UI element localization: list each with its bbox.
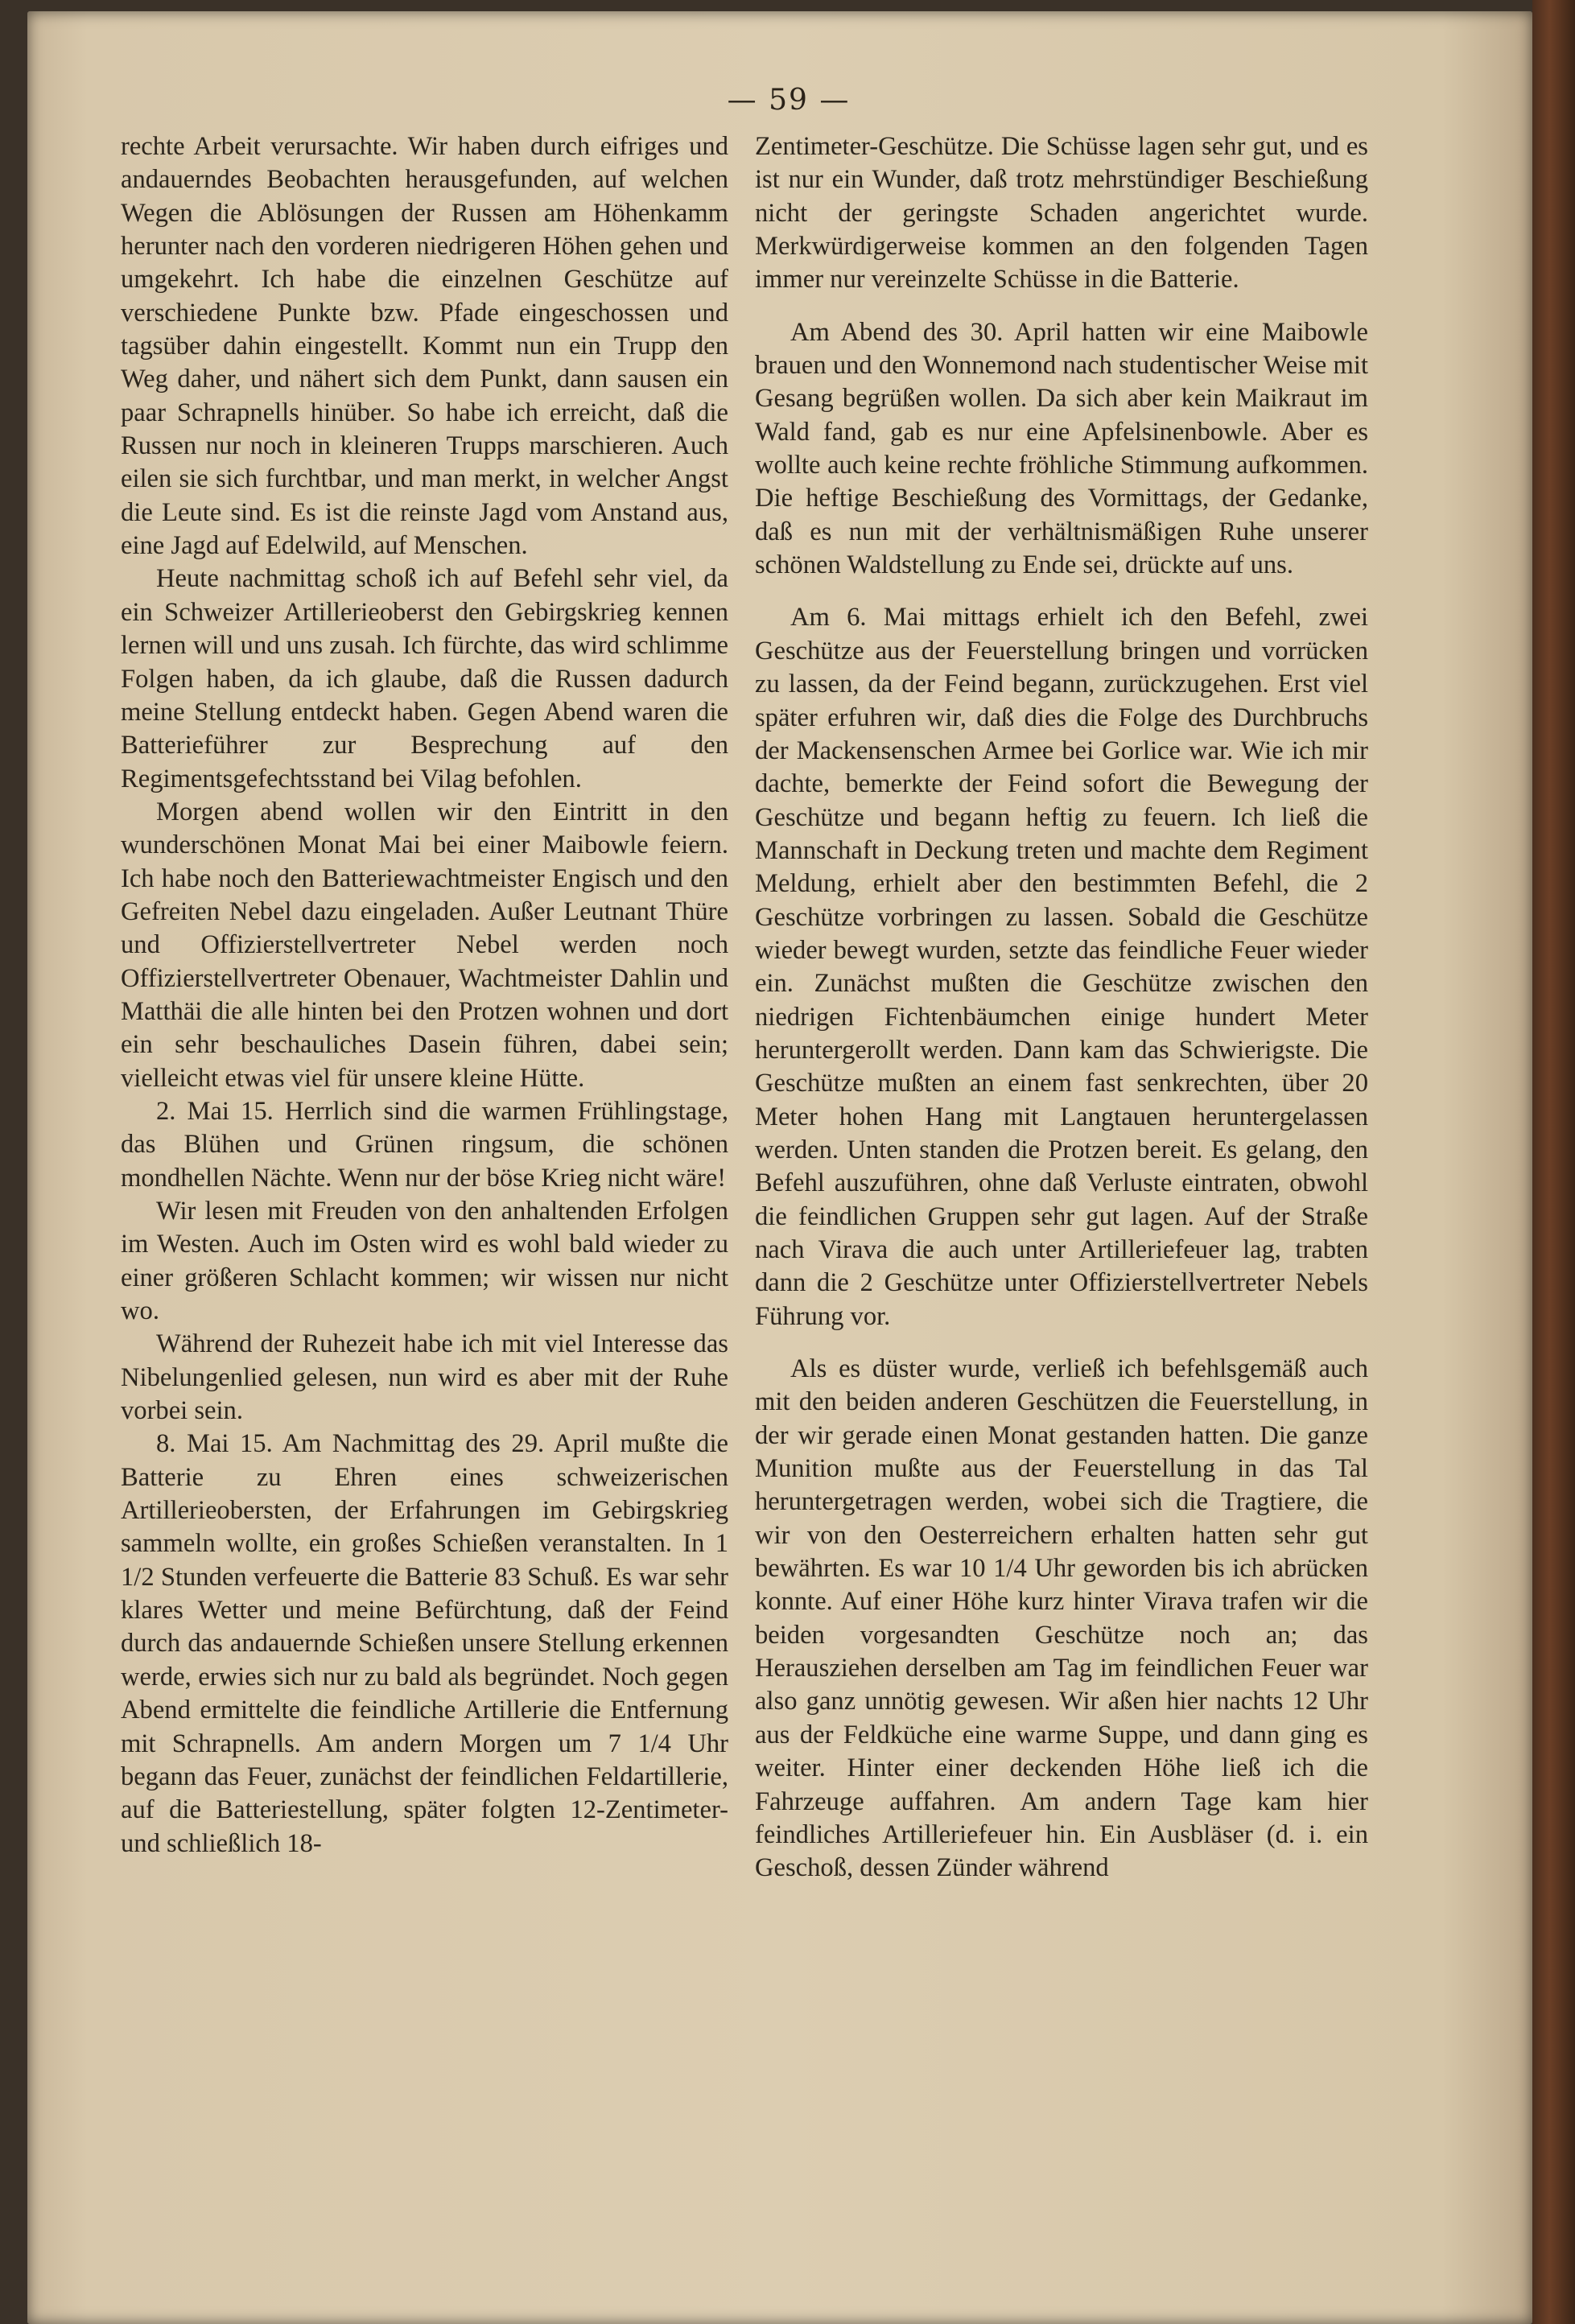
paragraph: Am 6. Mai mittags erhielt ich den Befehl, zwei Geschütze aus der Feuerstellung bringen und vorrücken zu lassen, da der Feind begann, zurückzugehen. Erst viel später erfuhren wir, daß dies die Folge des Durchbruchs der Mackensenschen Armee bei Gorlice war. Wie ich mir dachte, bemerkte der Feind sofort die Bewegung der Geschütze und begann heftig zu feuern. Ich ließ die Mannschaft in Deckung treten und machte dem Regiment Meldung, erhielt aber den bestimmten Befehl, die 2 Geschütze vorbringen zu lassen. Sobald die Geschütze wieder bewegt wurden, setzte das feindliche Feuer wieder ein. Zunächst mußten die Geschütze zwischen den niedrigen Fichtenbäumchen einige hundert Meter heruntergerollt werden. Dann kam das Schwierigste. Die Geschütze mußten an einem fast senkrechten, über 20 Meter hohen Hang mit Langtauen heruntergelassen werden. Unten standen die Protzen bereit. Es gelang, den Befehl auszuführen, ohne daß Verluste eintraten, obwohl die feindlichen Gruppen sehr gut lagen. Auf der Straße nach Virava die auch unter Artilleriefeuer lag, trabten dann die 2 Geschütze unter Offizierstellvertreter Nebels Führung vor. [755, 603, 1368, 1331]
dated-entry-paragraph: 2. Mai 15. Herrlich sind die warmen Frühlingstage, das Blühen und Grünen ringsum, die schönen mondhellen Nächte. Wenn nur der böse Krieg nicht wäre! [121, 1096, 728, 1193]
paragraph: Heute nachmittag schoß ich auf Befehl sehr viel, da ein Schweizer Artillerieoberst den Gebirgskrieg kennen lernen will und uns zusah. Ich fürchte, das wird schlimme Folgen haben, da ich glaube, daß die Russen dadurch meine Stellung entdeckt haben. Gegen Abend waren die Batterieführer zur Besprechung auf den Regimentsgefechtsstand bei Vilag befohlen. [121, 564, 728, 793]
paragraph: Zentimeter-Geschütze. Die Schüsse lagen sehr gut, und es ist nur ein Wunder, daß trotz mehrstündiger Beschießung nicht der geringste Schaden angerichtet wurde. Merkwürdigerweise kommen an den folgenden Tagen immer nur vereinzelte Schüsse in die Batterie. [755, 132, 1368, 295]
paragraph: Als es düster wurde, verließ ich befehlsgemäß auch mit den beiden anderen Geschützen die Feuerstellung, in der wir gerade einen Monat gestanden hatten. Die ganze Munition mußte aus der Feuerstellung in das Tal heruntergetragen werden, wobei sich die Tragtiere, die wir von den Oesterreichern erhalten hatten sehr gut bewährten. Es war 10 1/4 Uhr geworden bis ich abrücken konnte. Auf einer Höhe kurz hinter Virava trafen wir die beiden vorgesandten Geschütze noch an; das Herausziehen derselben am Tag im feindlichen Feuer war also ganz unnötig gewesen. Wir aßen hier nachts 12 Uhr aus der Feldküche eine warme Suppe, und dann ging es weiter. Hinter einer deckenden Höhe ließ ich die Fahrzeuge auffahren. Am andern Tage kam hier feindliches Artilleriefeuer hin. Ein Ausbläser (d. i. ein Geschoß, dessen Zünder während [755, 1354, 1368, 1883]
dated-entry-paragraph: 8. Mai 15. Am Nachmittag des 29. April mußte die Batterie zu Ehren eines schweizerischen Artillerieobersten, der Erfahrungen im Gebirgskrieg sammeln wollte, ein großes Schießen veranstalten. In 1 1/2 Stunden verfeuerte die Batterie 83 Schuß. Es war sehr klares Wetter und meine Befürchtung, daß der Feind durch das andauernde Schießen unsere Stellung erkennen werde, erwies sich nur zu bald als begründet. Noch gegen Abend ermittelte die feindliche Artillerie die Entfernung mit Schrapnells. Am andern Morgen um 7 1/4 Uhr begann das Feuer, zunächst der feindlichen Feldartillerie, auf die Batteriestellung, später folgten 12-Zentimeter- und schließlich 18- [121, 1429, 728, 1858]
paragraph: Während der Ruhezeit habe ich mit viel Interesse das Nibelungenlied gelesen, nun wird es aber mit der Ruhe vorbei sein. [121, 1329, 728, 1426]
paragraph: Wir lesen mit Freuden von den anhaltenden Erfolgen im Westen. Auch im Osten wird es wohl bald wieder zu einer größeren Schlacht kommen; wir wissen nur nicht wo. [121, 1197, 728, 1326]
paragraph: Morgen abend wollen wir den Eintritt in den wunderschönen Monat Mai bei einer Maibowle feiern. Ich habe noch den Batteriewachtmeister Engisch und den Gefreiten Nebel dazu eingeladen. Außer Leutnant Thüre und Offizierstellvertreter Nebel werden noch Offizierstellvertreter Obenauer, Wachtmeister Dahlin und Matthäi die alle hinten bei den Protzen wohnen und dort ein sehr beschauliches Dasein führen, dabei sein; vielleicht etwas viel für unsere kleine Hütte. [121, 797, 728, 1093]
right-text-column [755, 130, 1368, 1885]
left-text-column [121, 130, 728, 1860]
page-number: — 59 — [727, 84, 851, 117]
paragraph: Am Abend des 30. April hatten wir eine Maibowle brauen und den Wonnemond nach studentischer Weise mit Gesang begrüßen wollen. Da sich aber kein Maikraut im Wald fand, gab es nur eine Apfelsinenbowle. Aber es wollte auch keine rechte fröhliche Stimmung aufkommen. Die heftige Beschießung des Vormittags, der Gedanke, daß es nun mit der verhältnismäßigen Ruhe unserer schönen Waldstellung zu Ende sei, drückte auf uns. [755, 317, 1368, 580]
paragraph: rechte Arbeit verursachte. Wir haben durch eifriges und andauerndes Beobachten herausgefunden, auf welchen Wegen die Ablösungen der Russen am Höhenkamm herunter nach den vorderen niedrigeren Höhen gehen und umgekehrt. Ich habe die einzelnen Geschütze auf verschiedene Punkte bzw. Pfade eingeschossen und tagsüber dahin eingestellt. Kommt nun ein Trupp den Weg daher, und nähert sich dem Punkt, dann sausen ein paar Schrapnells hinüber. So habe ich erreicht, daß die Russen nur noch in kleineren Trupps marschieren. Auch eilen sie sich furchtbar, und man merkt, in welcher Angst die Leute sind. Es ist die reinste Jagd vom Anstand aus, eine Jagd auf Edelwild, auf Menschen. [121, 132, 728, 561]
book-binding-edge [1532, 0, 1575, 2324]
